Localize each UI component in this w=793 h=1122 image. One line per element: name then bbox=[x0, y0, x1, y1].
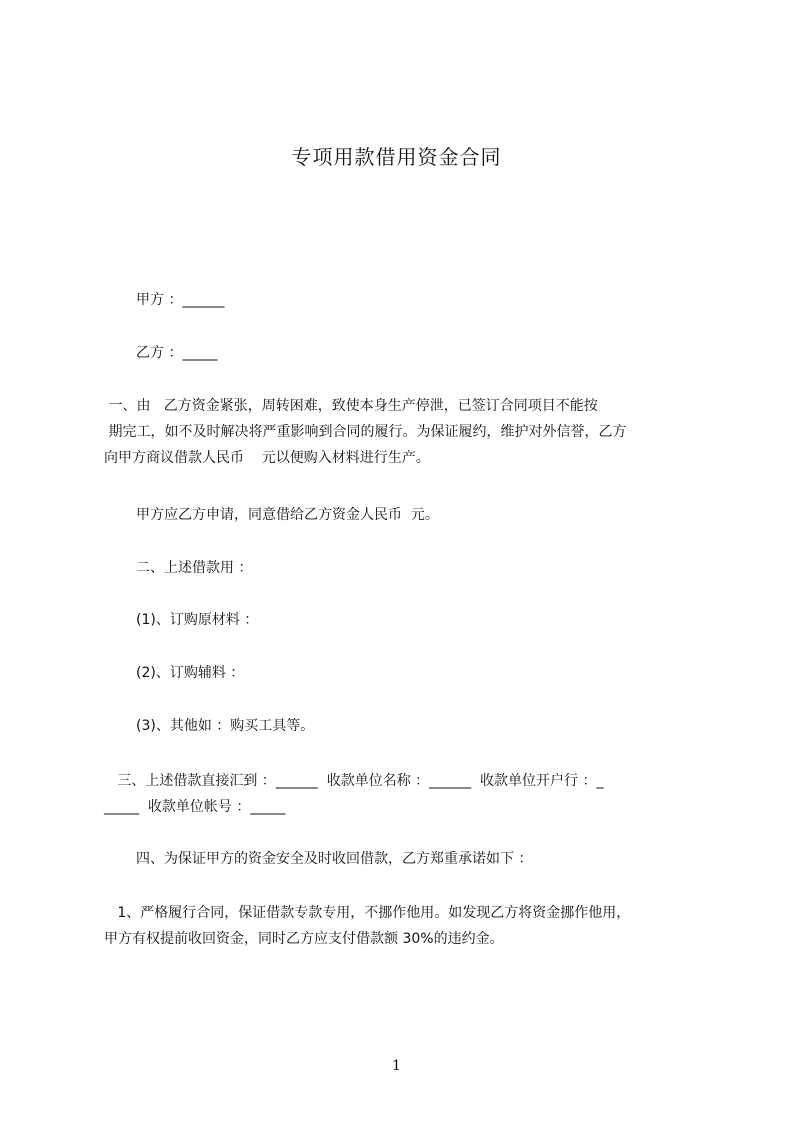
party-b-line: 乙方 ：_____ bbox=[136, 345, 218, 361]
party-a-line: 甲方 ：______ bbox=[136, 292, 225, 308]
clause-4-item-1-line: 1、严格履行合同，保证借款专款专用，不挪作他用。如发现乙方将资金挪作他用， bbox=[104, 905, 631, 921]
clause-1-line: 一、由 乙方资金紧张，周转困难，致使本身生产停泄，已签订合同项目不能按 bbox=[104, 398, 598, 414]
clause-3-line: _____ 收款单位帐号 ：_____ bbox=[104, 799, 286, 815]
page-number: 1 bbox=[392, 1058, 401, 1074]
document-title: 专项用款借用资金合同 bbox=[291, 145, 502, 169]
clause-2-heading: 二、上述借款用 ： bbox=[136, 560, 253, 576]
clause-2-item-1: (1)、订购原材料 ： bbox=[136, 612, 259, 628]
clause-1-line: 期完工，如不及时解决将严重影响到合同的履行。为保证履约，维护对外信誉，乙方 bbox=[104, 424, 627, 440]
clause-3-paragraph bbox=[104, 768, 704, 820]
clause-4-item-1-paragraph bbox=[104, 900, 704, 952]
clause-3-line: 三、上述借款直接汇到 ：______ 收款单位名称 ：______ 收款单位开户行 ：_ bbox=[104, 773, 604, 789]
clause-1-agreement: 甲方应乙方申请，同意借给乙方资金人民币 元。 bbox=[136, 507, 439, 523]
clause-2-item-2: (2)、订购辅料 ： bbox=[136, 665, 245, 681]
clause-4-heading: 四、为保证甲方的资金安全及时收回借款，乙方郑重承诺如下 ： bbox=[136, 851, 533, 867]
clause-4-item-1-line: 甲方有权提前收回资金，同时乙方应支付借款额 30%的违约金。 bbox=[104, 931, 504, 947]
clause-1-line: 向甲方商议借款人民币 元以便购入材料进行生产。 bbox=[104, 450, 430, 466]
clause-2-item-3: (3)、其他如 ：购买工具等。 bbox=[136, 718, 315, 734]
clause-1-paragraph bbox=[104, 393, 704, 471]
